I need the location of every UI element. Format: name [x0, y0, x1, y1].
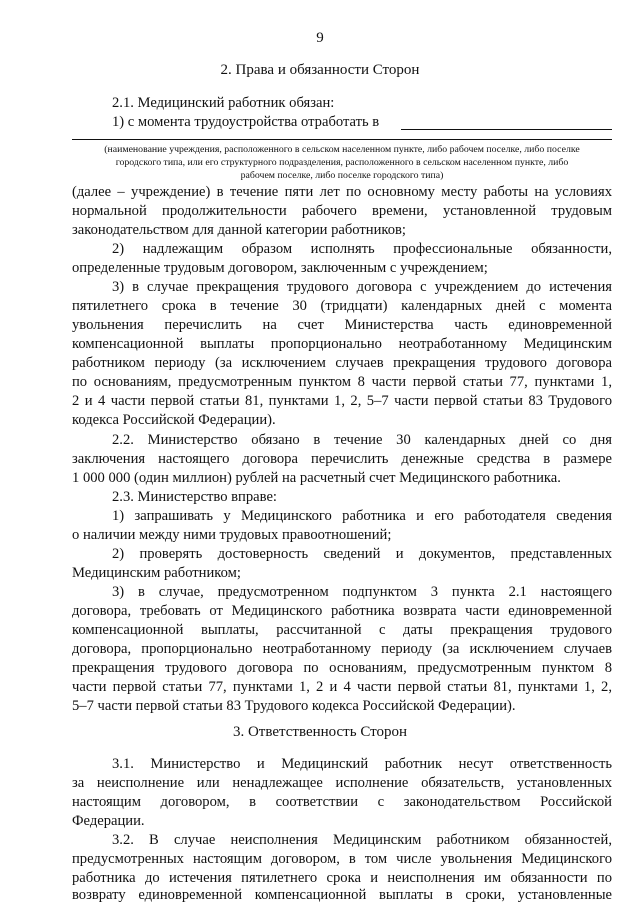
- text-line: кодекса Российской Федерации).: [72, 412, 276, 428]
- clause-2-3-3: 3) в случае, предусмотренном подпунктом 3 пункта 2.1 настоящего: [112, 584, 612, 600]
- text-line: договора, требовать от Медицинского работника возврата части единовременной: [72, 603, 612, 619]
- clause-2-1-2: 2) надлежащим образом исполнять профессиональные обязанности,: [112, 241, 612, 257]
- text-line: о наличии между ними трудовых правоотношений;: [72, 527, 392, 543]
- clause-2-3-2: 2) проверять достоверность сведений и документов, представленных: [112, 546, 612, 562]
- text-line: законодательством для данной категории работников;: [72, 222, 406, 238]
- footnote-line: городского типа, или его структурного подразделения, расположенного в сельском населенном пункте, либо: [115, 157, 569, 168]
- footnote-line: (наименование учреждения, расположенного в сельском населенном пункте, либо рабочем поселке, либо поселке: [104, 144, 580, 155]
- text-line: Федерации.: [72, 813, 145, 829]
- text-line: работником периоду (за исключением случаев прекращения трудового договора: [72, 355, 612, 371]
- text-line: предусмотренных настоящим договором, в том числе увольнения Медицинского: [72, 851, 612, 867]
- clause-3-2: 3.2. В случае неисполнения Медицинским работником обязанностей,: [112, 832, 612, 848]
- text-line: определенные трудовым договором, заключенным с учреждением;: [72, 260, 488, 276]
- text-line: пятилетнего срока в течение 30 (тридцати) календарных дней с момента: [72, 298, 612, 314]
- text-line: договора, пропорционально неотработанному периоду (за исключением случаев: [72, 641, 612, 657]
- clause-2-1-3: 3) в случае прекращения трудового договора с учреждением до истечения: [112, 279, 612, 295]
- clause-2-1-1: 1) с момента трудоустройства отработать в: [112, 114, 380, 130]
- section-2-title: 2. Права и обязанности Сторон: [220, 62, 420, 78]
- text-line: компенсационной выплаты пропорционально неотработанному Медицинским: [72, 336, 612, 352]
- text-line: нормальной продолжительности рабочего времени, установленной трудовым: [72, 203, 612, 219]
- clause-3-1: 3.1. Министерство и Медицинский работник несут ответственность: [112, 756, 612, 772]
- clause-2-3: 2.3. Министерство вправе:: [112, 489, 277, 505]
- text-line: Медицинским работником;: [72, 565, 241, 581]
- text-line: (далее – учреждение) в течение пяти лет по основному месту работы на условиях: [72, 184, 612, 200]
- text-line: за неисполнение или ненадлежащее исполнение обязательств, установленных: [72, 775, 612, 791]
- blank-fill-line-2: [72, 139, 612, 140]
- footnote-line: рабочем поселке, либо поселке городского типа): [240, 170, 444, 181]
- blank-fill-line: [401, 129, 612, 130]
- section-3-title: 3. Ответственность Сторон: [232, 724, 408, 740]
- page-number: 9: [316, 30, 324, 46]
- text-line: работника до истечения пятилетнего срока и неисполнения им обязанности по: [72, 870, 612, 886]
- text-line: 2 и 4 части первой статьи 81, пунктами 1, 2, 5–7 части первой статьи 83 Трудового: [72, 393, 612, 409]
- text-line: компенсационной выплаты, рассчитанной с даты прекращения трудового: [72, 622, 612, 638]
- text-line: части первой статьи 77, пунктами 1, 2 и 4 части первой статьи 81, пунктами 1, 2,: [72, 679, 612, 695]
- text-line: 5–7 части первой статьи 83 Трудового кодекса Российской Федерации).: [72, 698, 516, 714]
- text-line: настоящим договором, в соответствии с законодательством Российской: [72, 794, 612, 810]
- text-line: увольнения перечислить на счет Министерства часть единовременной: [72, 317, 612, 333]
- clause-2-2: 2.2. Министерство обязано в течение 30 календарных дней со дня: [112, 432, 612, 448]
- clause-2-3-1: 1) запрашивать у Медицинского работника и его работодателя сведения: [112, 508, 612, 524]
- text-line: прекращения трудового договора по основаниям, предусмотренным пунктом 8: [72, 660, 612, 676]
- text-line: заключения настоящего договора перечислить денежные средства в размере: [72, 451, 612, 467]
- text-line: возврату единовременной компенсационной выплаты в сроки, установленные: [72, 887, 612, 903]
- text-line: 1 000 000 (один миллион) рублей на расчетный счет Медицинского работника.: [72, 470, 561, 486]
- clause-2-1: 2.1. Медицинский работник обязан:: [112, 95, 335, 111]
- text-line: по основаниям, предусмотренным пунктом 8 части первой статьи 77, пунктами 1,: [72, 374, 612, 390]
